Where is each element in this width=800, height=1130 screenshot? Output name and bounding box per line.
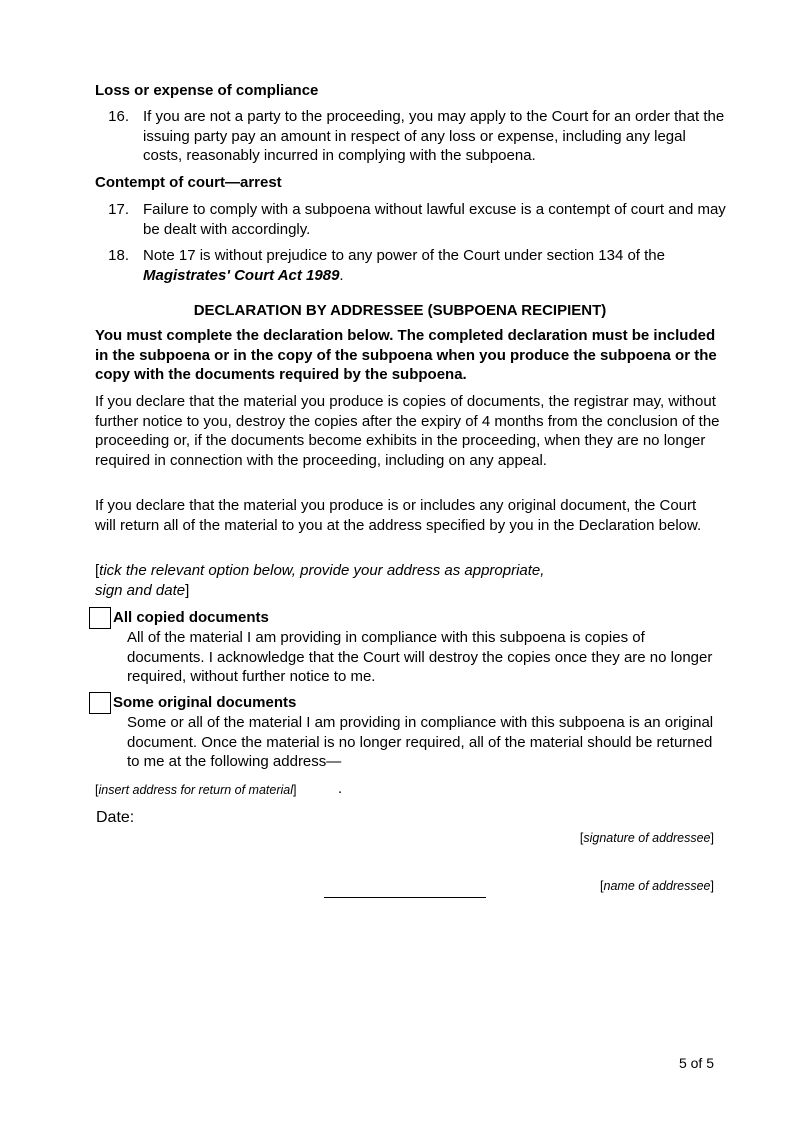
checkbox-all-copied-documents[interactable]	[89, 607, 111, 629]
name-signature-line	[324, 897, 486, 898]
name-hint: name of addressee	[603, 879, 711, 893]
page-number: 5 of 5	[678, 1055, 714, 1071]
section-heading-loss: Loss or expense of compliance	[95, 82, 319, 99]
item-18-body: Note 17 is without prejudice to any power of the Court under section 134 of the	[143, 247, 665, 264]
signature-hint: signature of addressee	[583, 831, 711, 845]
act-name: Magistrates' Court Act 1989	[143, 266, 340, 284]
option-all-copied-label: All copied documents	[113, 609, 269, 626]
item-number-18: 18.	[108, 247, 129, 264]
tick-open-bracket: [	[95, 562, 100, 579]
item-16-text: If you are not a party to the proceeding, you may apply to the Court for an order that the issuing party pay an amount in respect of any loss or expense, including any legal costs, reasonably incurred in complying with the subpoena.	[143, 108, 725, 164]
option-some-original-text: Some or all of the material I am providing in compliance with this subpoena is an original document. Once the material is no longer required, all of the material should be returned to me at the following address—	[127, 714, 714, 770]
signature-close-bracket: ]	[710, 831, 714, 845]
tick-close-bracket: ]	[185, 581, 190, 599]
section-heading-contempt: Contempt of court—arrest	[95, 174, 282, 191]
name-field[interactable]	[600, 879, 714, 893]
declaration-paragraph-original: If you declare that the material you produce is or includes any original document, the Court will return all of the material to you at the address specified by you in the Declaration below.	[95, 497, 702, 534]
address-hint: insert address for return of material	[98, 783, 294, 797]
item-18-text	[143, 246, 728, 285]
checkbox-some-original-documents[interactable]	[89, 692, 111, 714]
name-close-bracket: ]	[710, 879, 714, 893]
option-some-original-label: Some original documents	[113, 694, 297, 711]
tick-instruction	[95, 561, 655, 600]
tick-instruction-line1: tick the relevant option below, provide your address as appropriate,	[99, 562, 545, 579]
name-open-bracket: [	[600, 879, 604, 893]
declaration-paragraph-copies: If you declare that the material you produce is copies of documents, the registrar may, without further notice to you, destroy the copies after the expiry of 4 months from the conclusion of the proceeding or, if the documents become exhibits in the proceeding, when they are no longer required in connection with the proceeding, including on any appeal.	[95, 393, 720, 469]
declaration-title: DECLARATION BY ADDRESSEE (SUBPOENA RECIPIENT)	[193, 302, 607, 319]
address-close-bracket: ]	[293, 783, 297, 797]
signature-open-bracket: [	[579, 831, 584, 845]
date-label: Date:	[96, 809, 135, 826]
declaration-instruction: You must complete the declaration below. The completed declaration must be included in the subpoena or in the copy of the subpoena when you produce the subpoena or the copy with the documents required by the subpoena.	[95, 327, 717, 383]
signature-field[interactable]	[580, 831, 714, 845]
item-17-text: Failure to comply with a subpoena without lawful excuse is a contempt of court and may be dealt with accordingly.	[143, 201, 726, 238]
item-number-16: 16.	[108, 108, 129, 125]
option-all-copied-text: All of the material I am providing in compliance with this subpoena is copies of documents. I acknowledge that the Court will destroy the copies once they are no longer required, without further notice to me.	[127, 629, 713, 685]
tick-instruction-line2: sign and date	[95, 581, 186, 599]
address-open-bracket: [	[95, 783, 99, 797]
item-18-end: .	[339, 266, 344, 284]
item-number-17: 17.	[108, 201, 129, 218]
address-field[interactable]	[95, 783, 297, 797]
address-end-dot: .	[338, 780, 343, 797]
